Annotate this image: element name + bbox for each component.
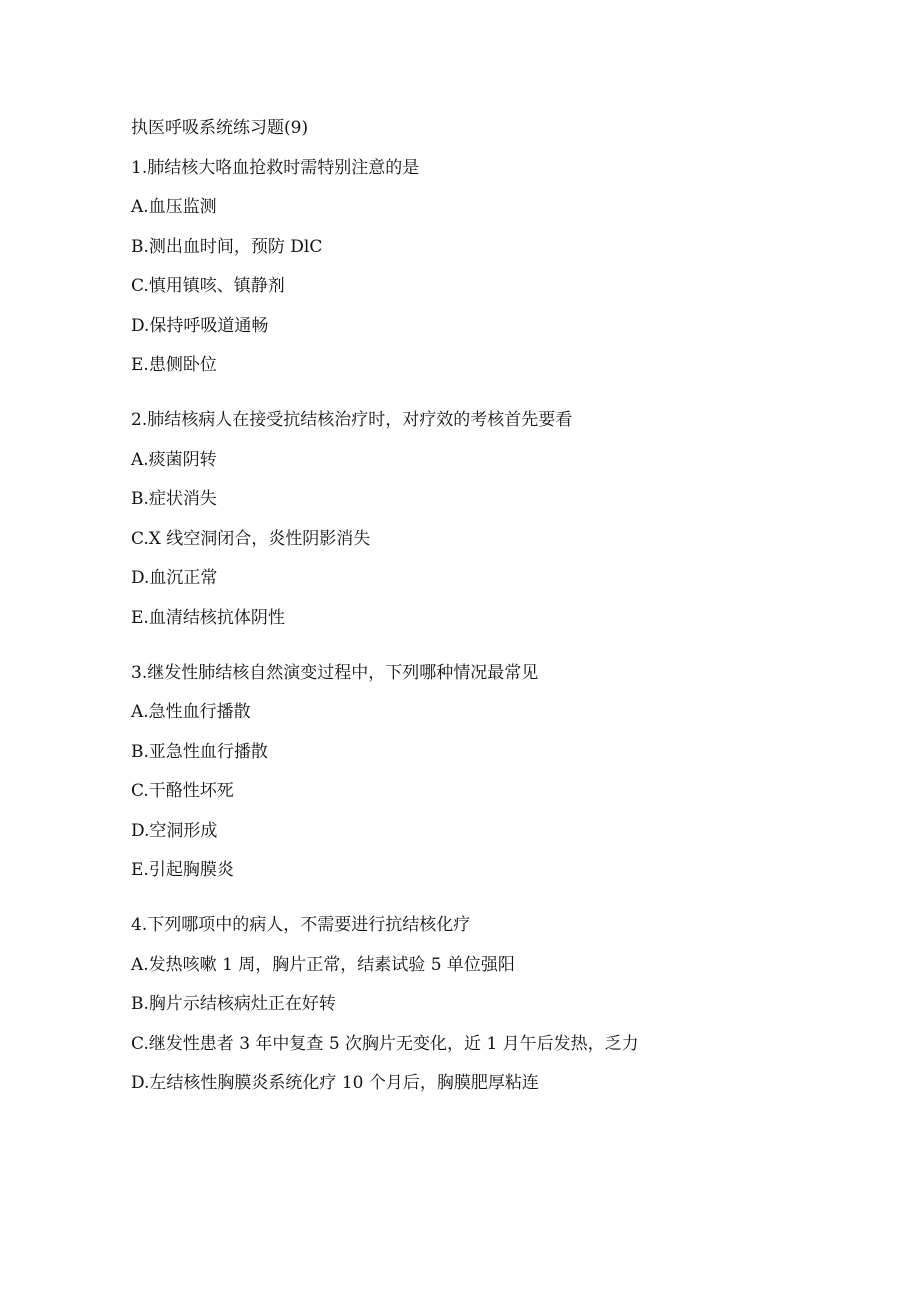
question-3 [131, 662, 891, 882]
option-e: E.血清结核抗体阴性 [131, 607, 285, 628]
option-b: B.亚急性血行播散 [131, 741, 268, 762]
option-c: C.X 线空洞闭合，炎性阴影消失 [131, 528, 371, 549]
question-4 [131, 914, 891, 1094]
document-page [131, 117, 891, 1112]
option-e: E.引起胸膜炎 [131, 860, 234, 880]
option-c: C.继发性患者 3 年中复查 5 次胸片无变化，近 1 月午后发热，乏力 [131, 1033, 639, 1054]
option-c: C.干酪性坏死 [131, 781, 234, 801]
option-e: E.患侧卧位 [131, 355, 217, 375]
option-b: B.胸片示结核病灶正在好转 [131, 994, 336, 1014]
question-1 [131, 157, 891, 377]
option-d: D.保持呼吸道通畅 [131, 315, 269, 336]
question-2 [131, 409, 891, 629]
option-a: A.血压监测 [131, 197, 217, 217]
option-a: A.痰菌阴转 [131, 449, 217, 470]
option-b: B.症状消失 [131, 489, 217, 509]
option-c: C.慎用镇咳、镇静剂 [131, 276, 285, 296]
question-stem: 2.肺结核病人在接受抗结核治疗时，对疗效的考核首先要看 [131, 410, 573, 430]
option-a: A.急性血行播散 [131, 702, 251, 722]
option-d: D.左结核性胸膜炎系统化疗 10 个月后，胸膜肥厚粘连 [131, 1073, 539, 1093]
option-d: D.空洞形成 [131, 820, 218, 841]
question-stem: 1.肺结核大咯血抢救时需特别注意的是 [131, 157, 420, 178]
option-d: D.血沉正常 [131, 568, 218, 588]
option-b: B.测出血时间，预防 DlC [131, 236, 323, 257]
question-stem: 4.下列哪项中的病人，不需要进行抗结核化疗 [131, 915, 471, 935]
question-stem: 3.继发性肺结核自然演变过程中，下列哪种情况最常见 [131, 662, 539, 683]
document-title: 执医呼吸系统练习题(9) [131, 118, 309, 138]
option-a: A.发热咳嗽 1 周，胸片正常，结素试验 5 单位强阳 [131, 954, 515, 975]
